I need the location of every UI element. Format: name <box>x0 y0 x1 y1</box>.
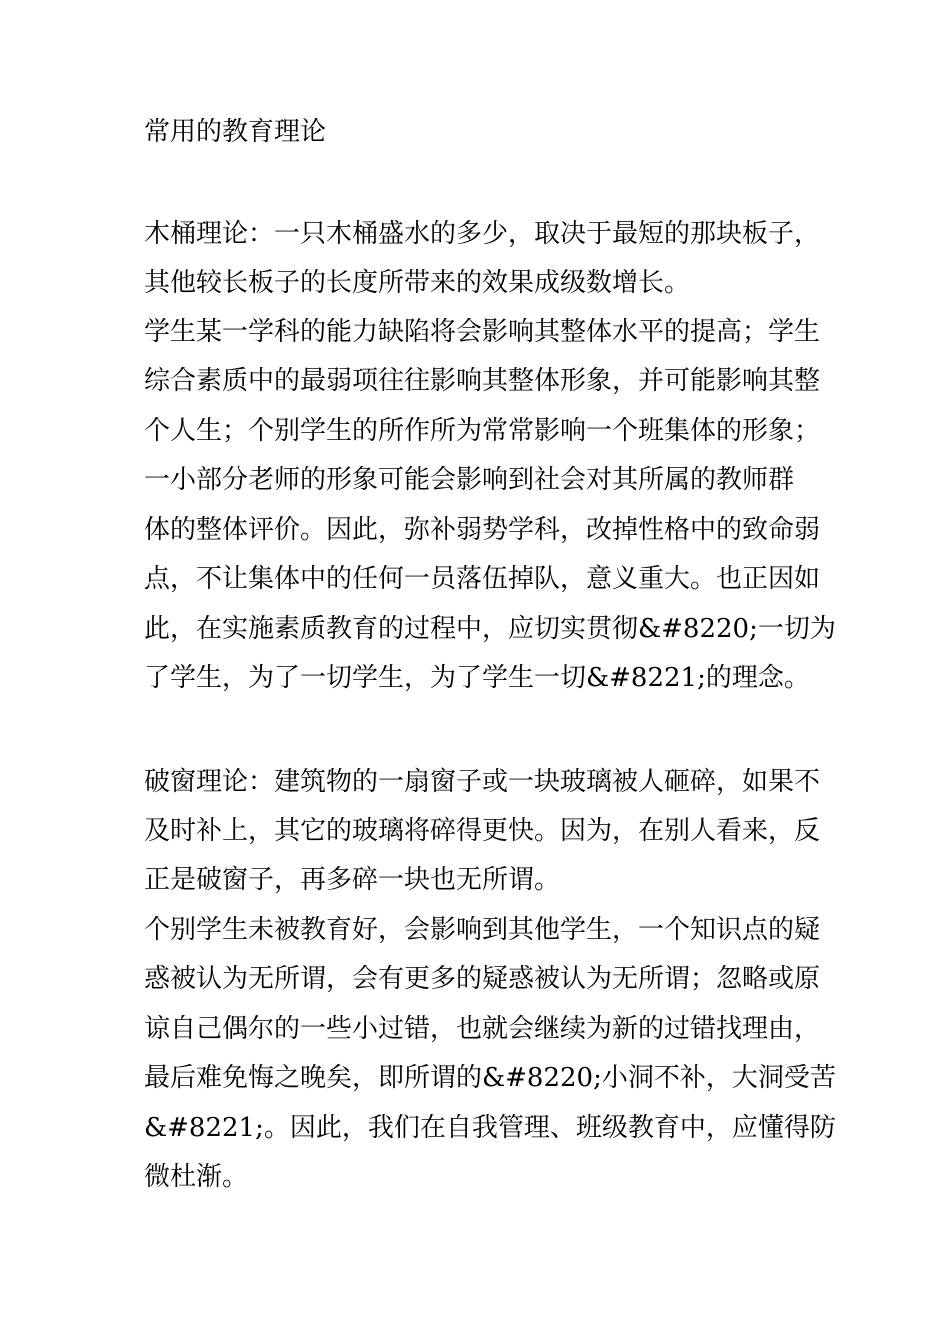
barrel-line-10: 了学生，为了一切学生，为了学生一切&#8221;的理念。 <box>144 663 810 693</box>
window-line-2: 及时补上，其它的玻璃将碎得更快。因为，在别人看来，反 <box>144 816 821 846</box>
barrel-line-8: 点，不让集体中的任何一员落伍掉队，意义重大。也正因如 <box>144 564 821 594</box>
window-line-4: 个别学生未被教育好，会影响到其他学生，一个知识点的疑 <box>144 915 821 945</box>
barrel-line-7: 体的整体评价。因此，弥补弱势学科，改掉性格中的致命弱 <box>144 515 821 545</box>
barrel-line-6: 一小部分老师的形象可能会影响到社会对其所属的教师群 <box>144 465 795 495</box>
barrel-line-5: 个人生；个别学生的所作所为常常影响一个班集体的形象； <box>144 416 821 446</box>
window-line-1: 破窗理论：建筑物的一扇窗子或一块玻璃被人砸碎，如果不 <box>144 767 821 797</box>
window-line-9: 微杜渐。 <box>144 1162 249 1192</box>
window-line-7: 最后难免悔之晚矣，即所谓的&#8220;小洞不补，大洞受苦 <box>144 1063 836 1093</box>
barrel-line-2: 其他较长板子的长度所带来的效果成级数增长。 <box>144 268 691 298</box>
window-line-6: 谅自己偶尔的一些小过错，也就会继续为新的过错找理由， <box>144 1014 821 1044</box>
window-line-8: &#8221;。因此，我们在自我管理、班级教育中，应懂得防 <box>144 1113 836 1143</box>
document-title: 常用的教育理论 <box>144 117 327 147</box>
barrel-line-3: 学生某一学科的能力缺陷将会影响其整体水平的提高；学生 <box>144 317 821 347</box>
window-line-3: 正是破窗子，再多碎一块也无所谓。 <box>144 865 561 895</box>
barrel-line-1: 木桶理论：一只木桶盛水的多少，取决于最短的那块板子， <box>144 219 821 249</box>
window-line-5: 惑被认为无所谓，会有更多的疑惑被认为无所谓；忽略或原 <box>144 964 821 994</box>
barrel-line-4: 综合素质中的最弱项往往影响其整体形象，并可能影响其整 <box>144 366 821 396</box>
barrel-line-9: 此，在实施素质教育的过程中，应切实贯彻&#8220;一切为 <box>144 614 836 644</box>
